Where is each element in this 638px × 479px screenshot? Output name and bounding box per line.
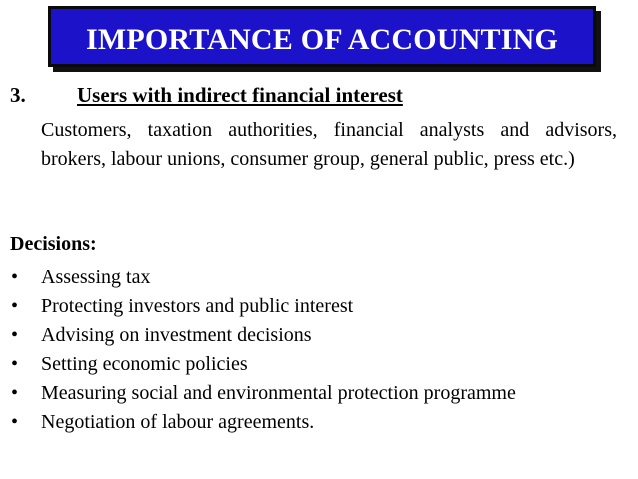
users-description: Customers, taxation authorities, financial analysts and advisors, brokers, labour unions, consumer group, general public, press etc.) xyxy=(41,119,617,170)
bullet-icon: • xyxy=(11,295,19,317)
decision-text: Assessing tax xyxy=(41,266,151,288)
decision-item xyxy=(10,408,617,437)
decision-text: Negotiation of labour agreements. xyxy=(41,411,315,433)
bullet-icon: • xyxy=(11,382,19,404)
decisions-heading: Decisions: xyxy=(10,233,97,255)
decision-list xyxy=(10,263,617,437)
decision-text: Measuring social and environmental protection programme xyxy=(41,382,516,404)
decision-text: Advising on investment decisions xyxy=(41,324,312,346)
slide-title: IMPORTANCE OF ACCOUNTING xyxy=(85,22,559,56)
decision-item xyxy=(10,350,617,379)
decision-item xyxy=(10,292,617,321)
bullet-icon: • xyxy=(11,266,19,288)
decision-item xyxy=(10,379,617,408)
section-title: Users with indirect financial interest xyxy=(77,83,403,107)
decision-item xyxy=(10,321,617,350)
decision-text: Protecting investors and public interest xyxy=(41,295,354,317)
decision-item xyxy=(10,263,617,292)
bullet-icon: • xyxy=(11,353,19,375)
bullet-icon: • xyxy=(11,411,19,433)
section-number: 3. xyxy=(10,83,26,107)
section-heading xyxy=(10,83,630,113)
decision-text: Setting economic policies xyxy=(41,353,248,375)
title-banner xyxy=(48,6,596,67)
bullet-icon: • xyxy=(11,324,19,346)
